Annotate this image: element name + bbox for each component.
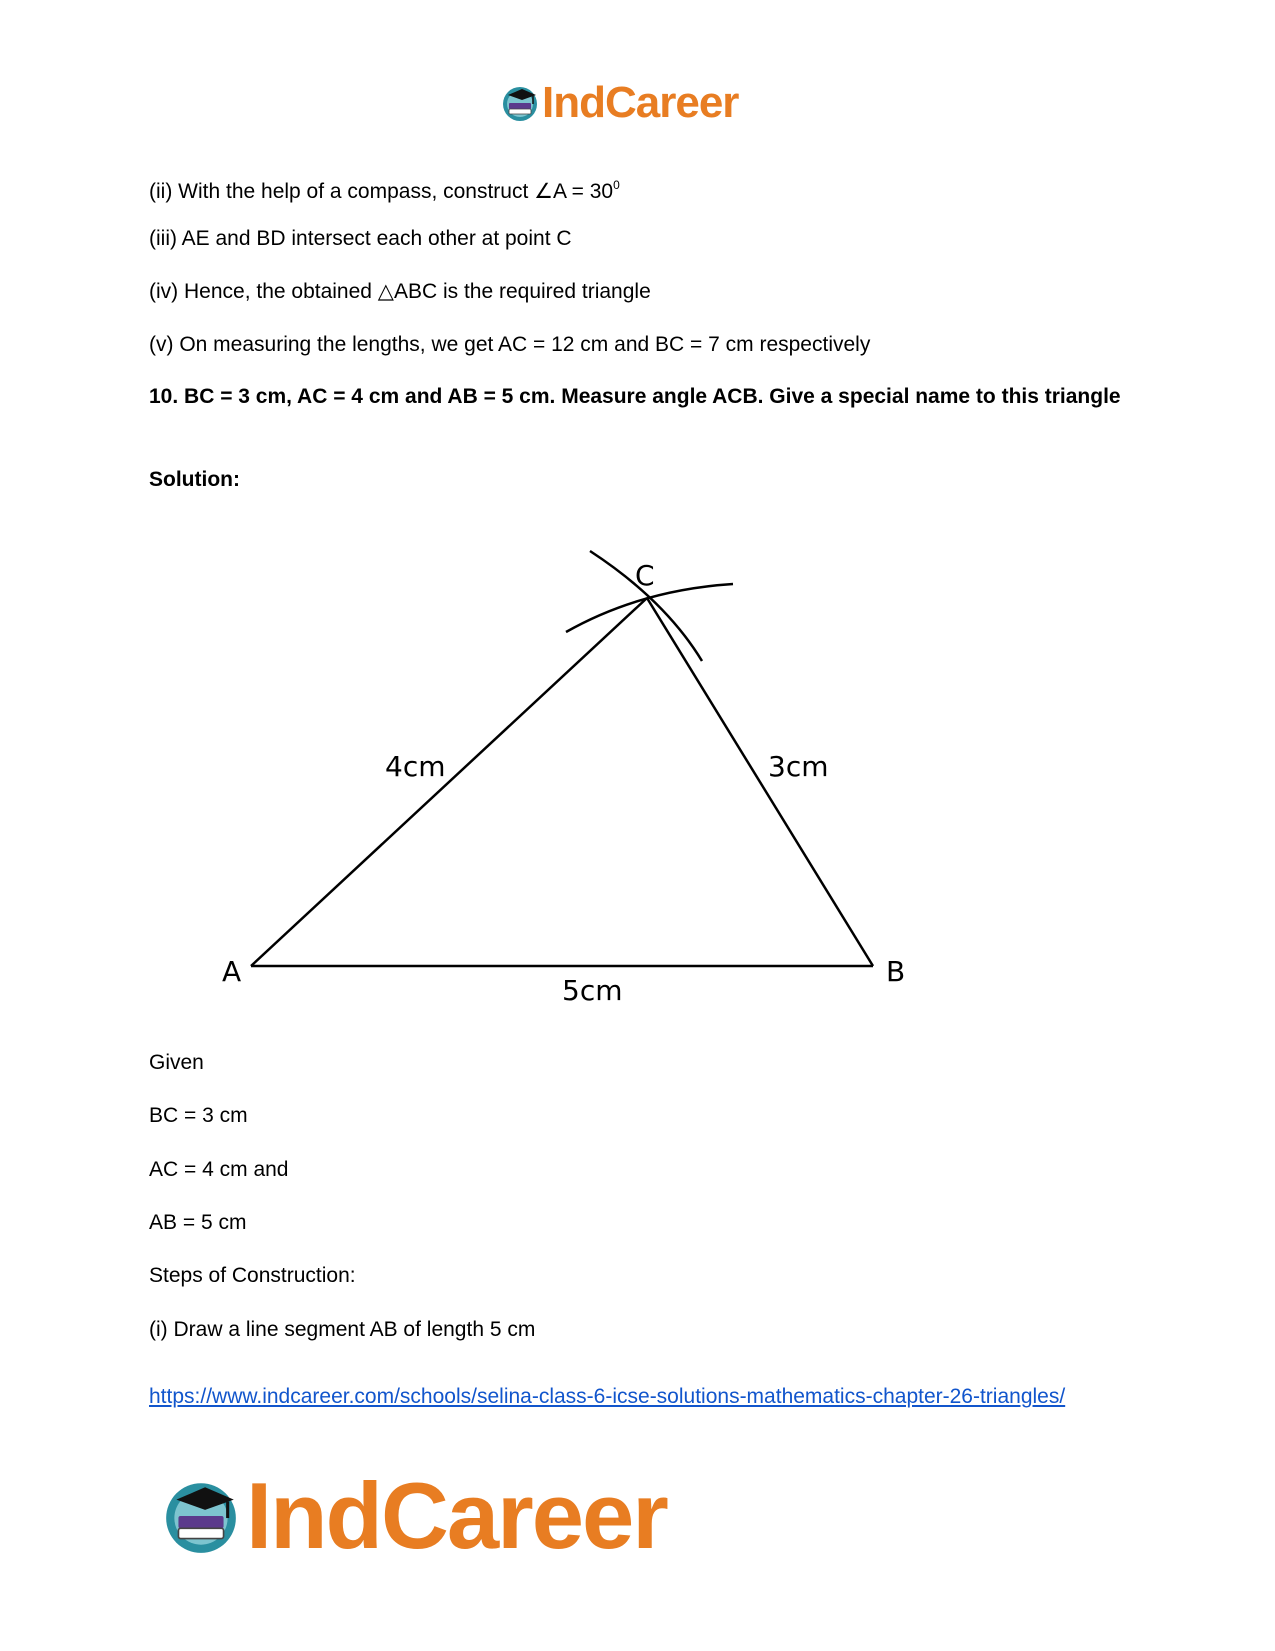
step-iii: (iii) AE and BD intersect each other at point C [149, 227, 572, 250]
side-bc-label: 3cm [768, 750, 829, 783]
steps-label: Steps of Construction: [149, 1264, 356, 1287]
side-ac [251, 598, 647, 966]
given-bc: BC = 3 cm [149, 1104, 248, 1127]
graduation-cap-icon [160, 1475, 242, 1557]
logo-text: IndCareer [542, 78, 739, 127]
side-bc [647, 598, 873, 966]
side-ab-label: 5cm [562, 974, 623, 1007]
vertex-b-label: B [886, 955, 906, 988]
given-ab: AB = 5 cm [149, 1211, 247, 1234]
question-10: 10. BC = 3 cm, AC = 4 cm and AB = 5 cm. Measure angle ACB. Give a special name to this triangle [149, 385, 1121, 408]
step-v: (v) On measuring the lengths, we get AC = 12 cm and BC = 7 cm respectively [149, 333, 871, 356]
solution-label: Solution: [149, 468, 240, 491]
vertex-c-label: C [635, 559, 655, 592]
source-link[interactable]: https://www.indcareer.com/schools/selina-class-6-icse-solutions-mathematics-chapter-26-triangles/ [149, 1385, 1066, 1408]
step-ii: (ii) With the help of a compass, construct ∠A = $30^0$ [149, 178, 620, 203]
logo-text: IndCareer [246, 1463, 667, 1568]
step-iv: (iv) Hence, the obtained △ABC is the required triangle [149, 280, 651, 303]
given-ac: AC = 4 cm and [149, 1158, 289, 1181]
given-label: Given [149, 1051, 204, 1074]
footer-logo [160, 1462, 667, 1570]
side-ac-label: 4cm [385, 750, 446, 783]
vertex-a-label: A [222, 955, 242, 988]
step-i: (i) Draw a line segment AB of length 5 cm [149, 1318, 536, 1341]
